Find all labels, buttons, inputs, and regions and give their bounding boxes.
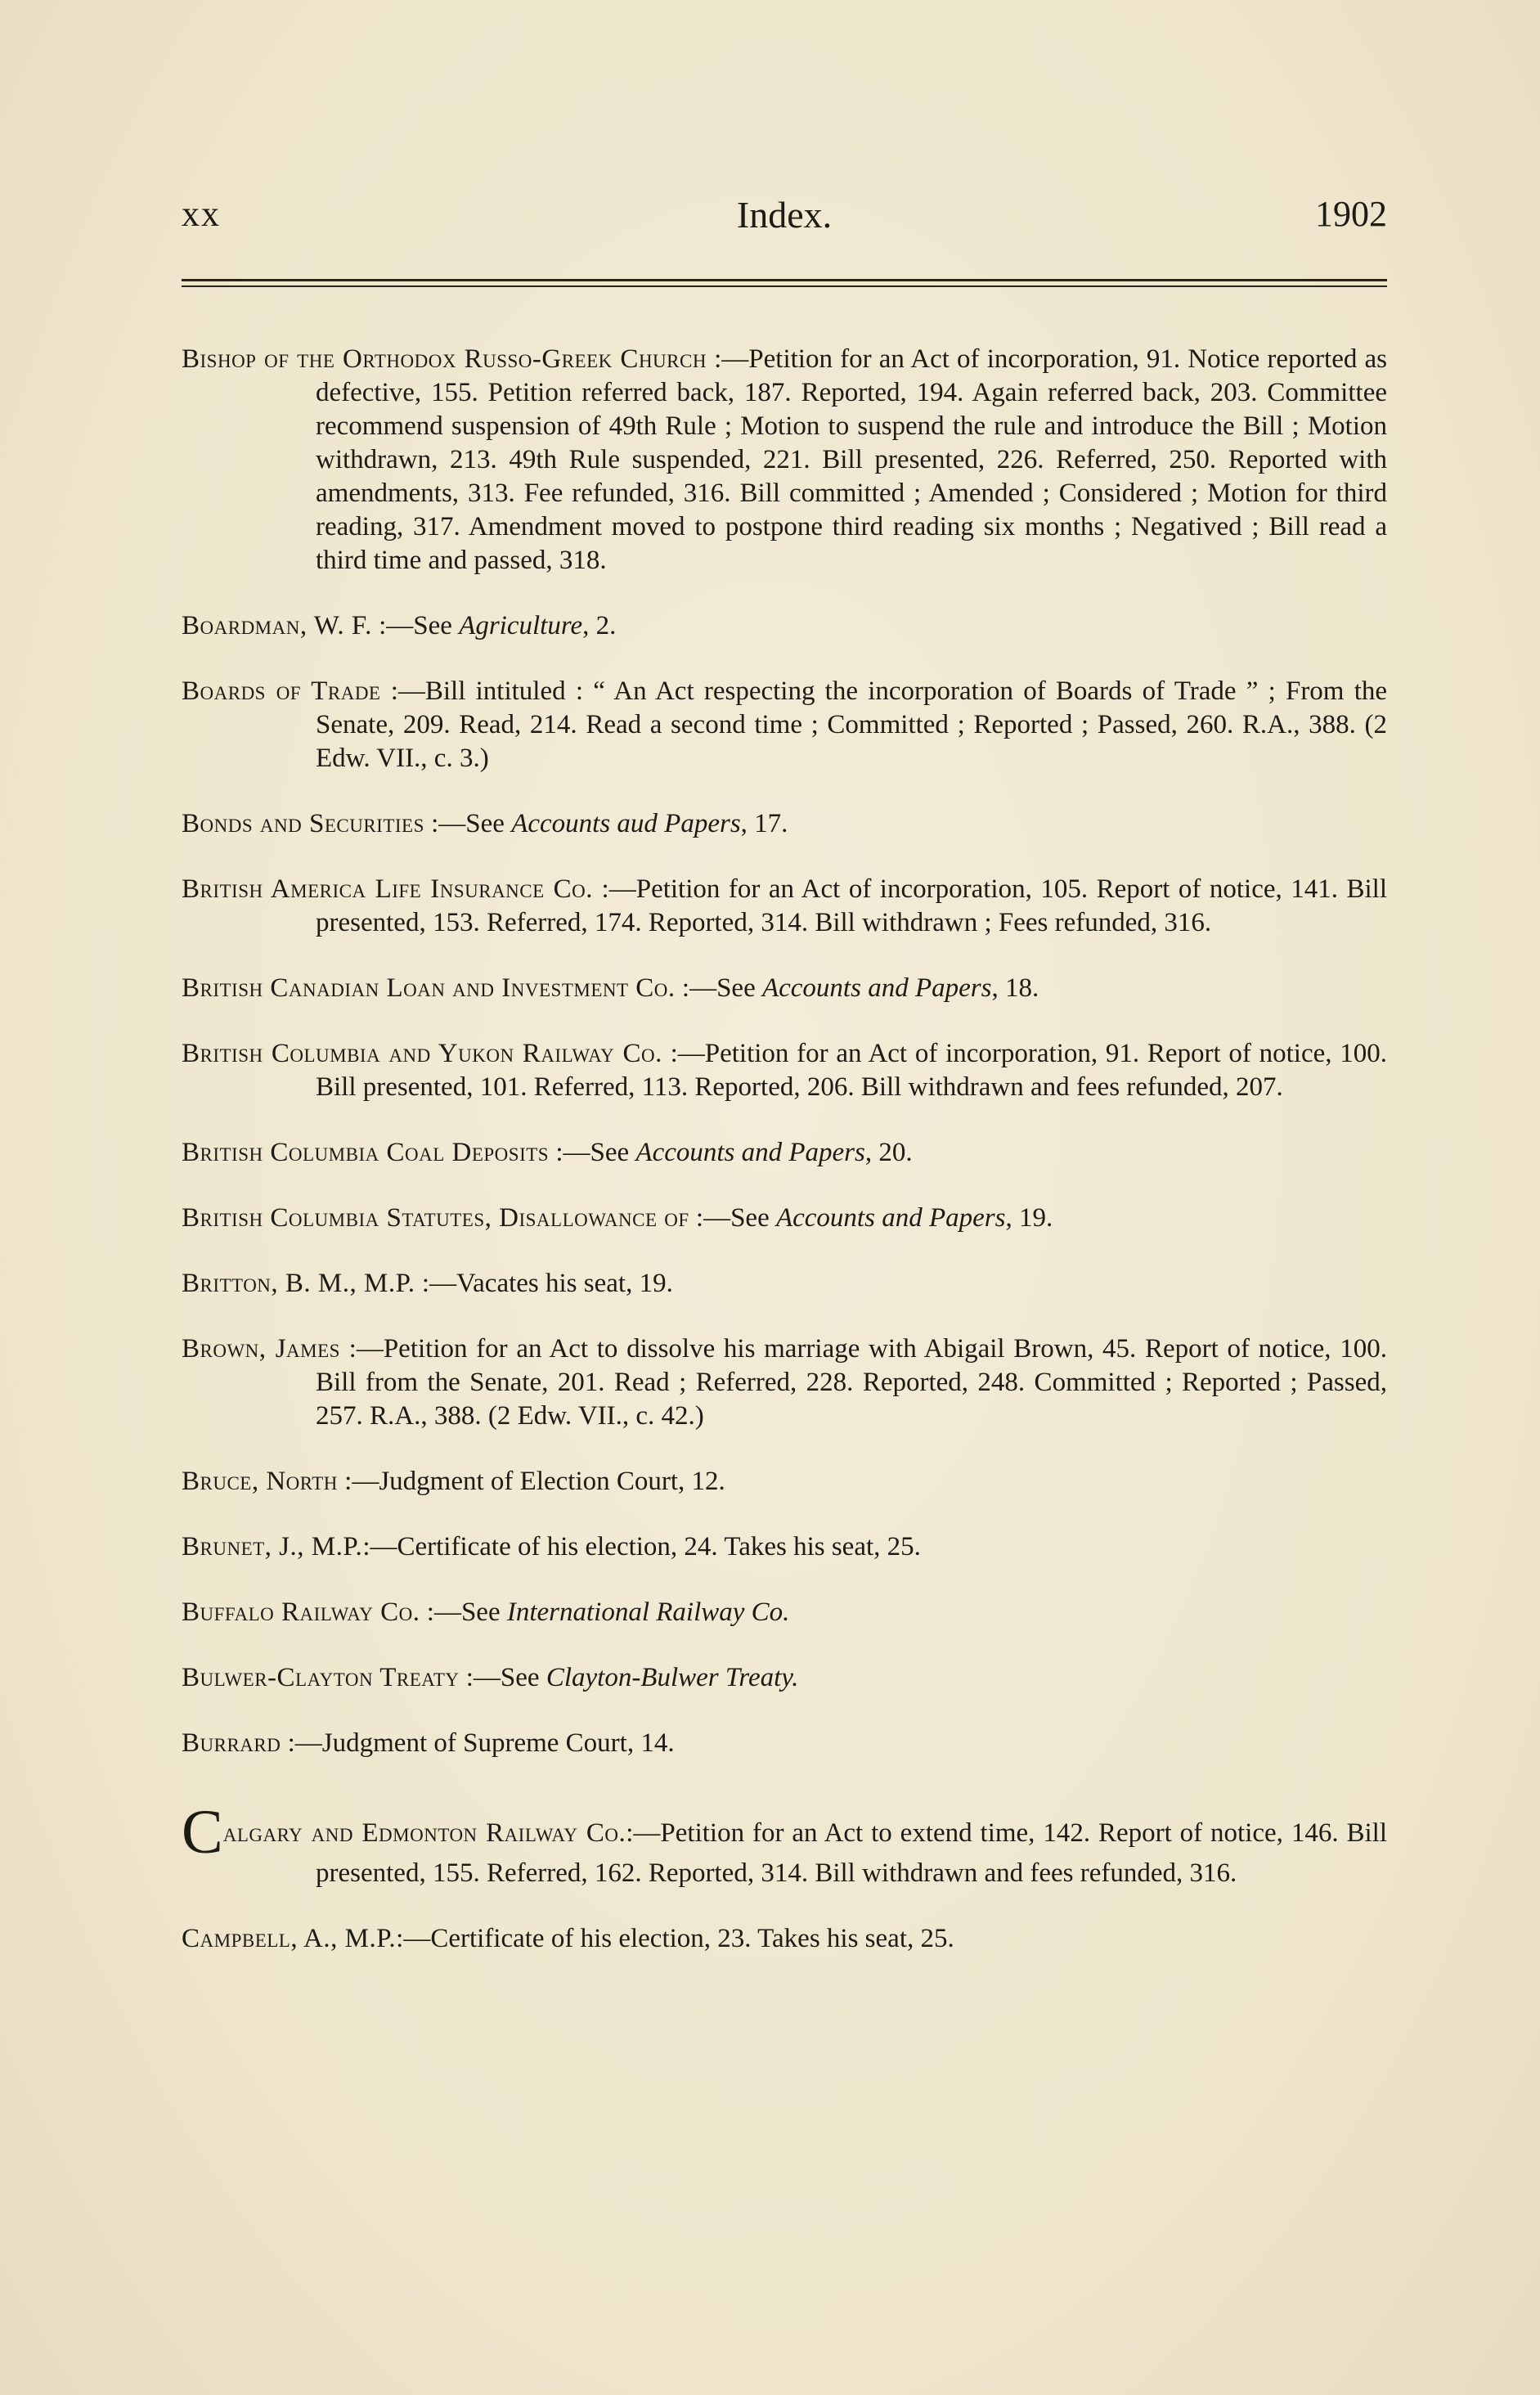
entry-separator: :—: [459, 1663, 501, 1692]
entry-heading: British Columbia Coal Deposits: [182, 1138, 550, 1167]
index-entry: [182, 1332, 1387, 1433]
entry-separator: :—: [339, 1334, 384, 1364]
entry-text: Certificate of his election, 23. Takes his seat, 25.: [430, 1924, 954, 1953]
index-entry: [182, 1037, 1387, 1104]
entry-separator: :—: [593, 874, 636, 904]
entry-text: See: [590, 1138, 636, 1167]
entry-heading: Bonds and Securities: [182, 809, 424, 838]
rule-line: [182, 279, 1387, 281]
running-header: [182, 193, 1387, 250]
cross-reference: Accounts and Papers: [761, 973, 992, 1003]
entry-heading: Campbell, A., M.P.: [182, 1924, 397, 1953]
entry-separator: :—: [371, 611, 414, 640]
page-reference: , 17.: [740, 809, 788, 838]
index-entry: [182, 972, 1387, 1005]
entry-text: Petition for an Act to dissolve his marriage with Abigail Brown, 45. Report of notice, 100. Bill from the Senate, 201. Read ; Referred, 228. Reported, 248. Committed ; Reported ; Passed, 257. R.A., 388. (2 Edw. VII., c. 42.): [316, 1334, 1387, 1431]
entry-heading: Burrard: [182, 1728, 281, 1758]
entry-text: Vacates his seat, 19.: [456, 1269, 673, 1298]
cross-reference: Accounts and Papers: [635, 1138, 865, 1167]
index-entry: [182, 1465, 1387, 1499]
index-entry: [182, 1596, 1387, 1629]
entry-heading: Brunet, J., M.P.: [182, 1532, 363, 1561]
index-entry: [182, 807, 1387, 841]
entry-heading: British America Life Insurance Co.: [182, 874, 594, 904]
entry-text: Certificate of his election, 24. Takes his seat, 25.: [397, 1532, 921, 1561]
entry-separator: :—: [706, 344, 749, 374]
index-entries: [182, 316, 1387, 1988]
entry-heading: Boards of Trade: [182, 676, 381, 706]
index-entry: [182, 1727, 1387, 1760]
entry-separator: :—: [675, 973, 717, 1003]
entry-separator: :—: [396, 1924, 431, 1953]
index-entry: [182, 609, 1387, 643]
page-reference: , 20.: [864, 1138, 913, 1167]
entry-separator: :—: [689, 1203, 731, 1233]
page-number-roman: xx: [182, 194, 221, 234]
index-entry: [182, 343, 1387, 577]
drop-cap-letter: C: [182, 1798, 223, 1867]
year: 1902: [1315, 194, 1387, 234]
page-reference: , 19.: [1005, 1203, 1053, 1233]
cross-reference: International Railway Co.: [506, 1597, 790, 1627]
entry-text: Petition for an Act to extend time, 142. Report of notice, 146. Bill presented, 155. Referred, 162. Reported, 314. Bill withdrawn and fees refunded, 316.: [316, 1818, 1387, 1888]
entry-separator: :—: [415, 1269, 456, 1298]
entry-text: See: [465, 809, 512, 838]
entry-text: See: [716, 973, 762, 1003]
index-entry: [182, 873, 1387, 940]
entry-separator: :—: [662, 1039, 705, 1068]
entry-separator: :—: [420, 1597, 461, 1627]
index-entry: [182, 1922, 1387, 1956]
entry-text: See: [460, 1597, 507, 1627]
page-reference: , 18.: [991, 973, 1039, 1003]
index-entry: [182, 1798, 1387, 1890]
rule-line: [182, 285, 1387, 287]
index-entry: [182, 1530, 1387, 1564]
entry-heading: Bruce, North: [182, 1467, 338, 1496]
entry-heading: Bulwer-Clayton Treaty: [182, 1663, 460, 1692]
entry-heading: algary and Edmonton Railway Co.: [222, 1818, 626, 1848]
entry-heading: Britton, B. M., M.P.: [182, 1269, 415, 1298]
index-entry: [182, 1136, 1387, 1170]
entry-heading: Buffalo Railway Co.: [182, 1597, 420, 1627]
entry-separator: :—: [337, 1467, 379, 1496]
page-reference: , 2.: [582, 611, 617, 640]
entry-separator: :—: [549, 1138, 590, 1167]
entry-text: Petition for an Act of incorporation, 105. Report of notice, 141. Bill presented, 153. Referred, 174. Reported, 314. Bill withdrawn ; Fees refunded, 316.: [316, 874, 1387, 937]
entry-text: Judgment of Supreme Court, 14.: [321, 1728, 675, 1758]
entry-separator: :—: [281, 1728, 322, 1758]
entry-heading: Brown, James: [182, 1334, 340, 1364]
cross-reference: Accounts aud Papers: [511, 809, 741, 838]
entry-heading: British Columbia and Yukon Railway Co.: [182, 1039, 662, 1068]
entry-separator: :—: [362, 1532, 397, 1561]
entry-text: See: [730, 1203, 776, 1233]
entry-heading: British Canadian Loan and Investment Co.: [182, 973, 676, 1003]
entry-separator: :—: [380, 676, 425, 706]
cross-reference: Clayton-Bulwer Treaty.: [546, 1663, 799, 1692]
entry-separator: :—: [626, 1818, 661, 1848]
entry-text: Judgment of Election Court, 12.: [379, 1467, 725, 1496]
entry-separator: :—: [424, 809, 466, 838]
entry-text: Petition for an Act of incorporation, 91. Notice reported as defective, 155. Petition referred back, 187. Reported, 194. Again referred back, 203. Committee recommend suspension of 49th Rule ; Motion to suspend the rule and introduce the Bill ; Motion withdrawn, 213. 49th Rule suspended, 221. Bill presented, 226. Referred, 250. Reported with amendments, 313. Fee refunded, 316. Bill committed ; Amended ; Considered ; Motion for third reading, 317. Amendment moved to postpone third reading six months ; Negatived ; Bill read a third time and passed, 318.: [316, 344, 1387, 575]
header-rule: [182, 279, 1387, 291]
entry-heading: Boardman, W. F.: [182, 611, 372, 640]
entry-text: See: [500, 1663, 546, 1692]
cross-reference: Accounts and Papers: [775, 1203, 1006, 1233]
page-title: Index.: [736, 194, 833, 236]
index-entry: [182, 1661, 1387, 1695]
entry-text: Bill intituled : “ An Act respecting the incorporation of Boards of Trade ” ; From the Senate, 209. Read, 214. Read a second time ; Committed ; Reported ; Passed, 260. R.A., 388. (2 Edw. VII., c. 3.): [316, 676, 1388, 773]
index-entry: [182, 1202, 1387, 1235]
entry-text: Petition for an Act of incorporation, 91. Report of notice, 100. Bill presented, 101. Referred, 113. Reported, 206. Bill withdrawn and fees refunded, 207.: [316, 1039, 1388, 1102]
index-entry: [182, 675, 1387, 775]
cross-reference: Agriculture: [459, 611, 583, 640]
entry-heading: British Columbia Statutes, Disallowance of: [182, 1203, 689, 1233]
entry-heading: Bishop of the Orthodox Russo-Greek Church: [182, 344, 707, 374]
index-entry: [182, 1267, 1387, 1301]
entry-text: See: [413, 611, 460, 640]
